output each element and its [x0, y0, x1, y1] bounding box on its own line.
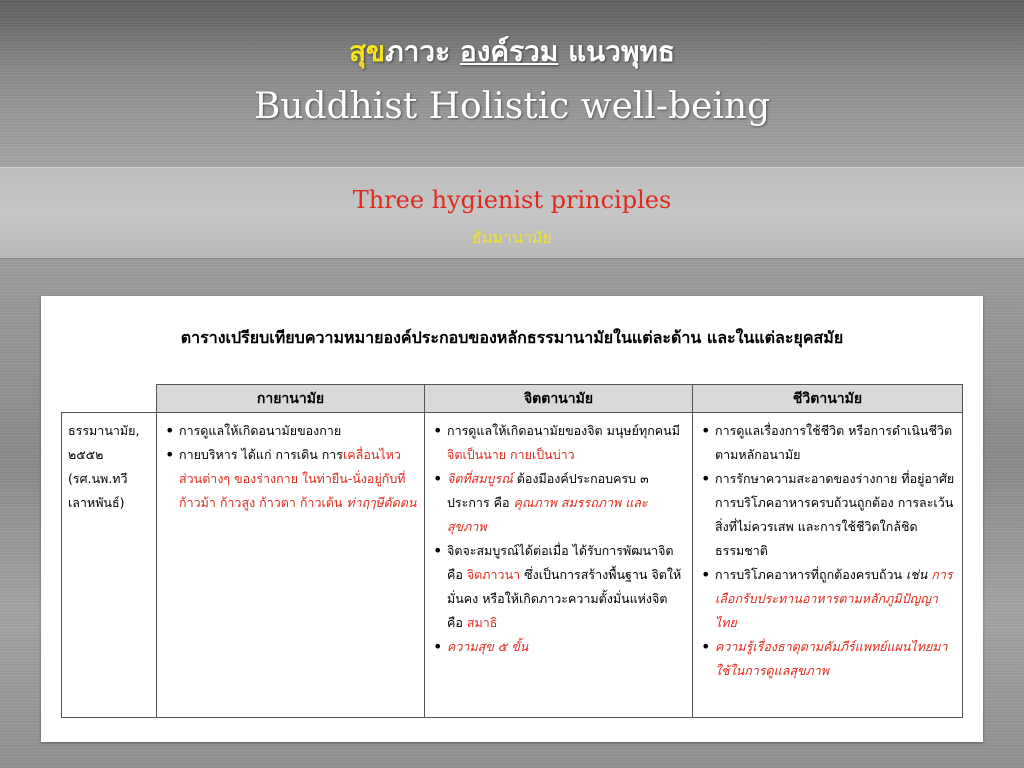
list-item: • จิตที่สมบูรณ์ ต้องมีองค์ประกอบครบ ๓ ประการ คือ คุณภาพ สมรรถภาพ และสุขภาพ [431, 467, 686, 539]
header-kaya: กายานามัย [157, 385, 425, 413]
title-part2: แนวพุทธ [568, 35, 676, 68]
title-highlight: สุข [348, 35, 386, 68]
comparison-table [61, 384, 963, 718]
header-chitta: จิตตานามัย [425, 385, 693, 413]
subtitle-band [0, 167, 1024, 259]
kaya-cell [157, 413, 425, 718]
title-part1: ภาวะ [385, 35, 451, 68]
list-item: • กายบริหาร ได้แก่ การเดิน การเคลื่อนไหวส่วนต่างๆ ของร่างกาย ในท่ายืน-นั่งอยู่กับที่ ก้าวม้า ก้าวสูง ก้าวตา ก้าวเต้น ท่าฤๅษีดัดตน [163, 443, 418, 515]
list-item: • ความรู้เรื่องธาตุตามคัมภีร์แพทย์แผนไทยมาใช้ในการดูแลสุขภาพ [699, 635, 956, 683]
table-header-row [62, 385, 963, 413]
list-item: • การดูแลให้เกิดอนามัยของจิต มนุษย์ทุกคนมีจิตเป็นนาย กายเป็นบ่าว [431, 419, 686, 467]
chitta-cell [425, 413, 693, 718]
list-item: • การดูแลให้เกิดอนามัยของกาย [163, 419, 418, 443]
header-blank-cell [62, 385, 157, 413]
table-title: ตารางเปรียบเทียบความหมายองค์ประกอบของหลักธรรมานามัยในแต่ละด้าน และในแต่ละยุคสมัย [180, 328, 844, 347]
chivita-cell [693, 413, 963, 718]
slide-title-thai [0, 30, 1024, 74]
header-chivita: ชีวิตานามัย [693, 385, 963, 413]
list-item: • ความสุข ๕ ขั้น [431, 635, 686, 659]
title-underlined: องค์รวม [459, 35, 559, 68]
list-item: • การบริโภคอาหารที่ถูกต้องครบถ้วน เช่น การเลือกรับประทานอาหารตามหลักภูมิปัญญาไทย [699, 563, 956, 635]
slide-title-english: Buddhist Holistic well-being [253, 86, 771, 127]
band-title-english: Three hygienist principles [352, 186, 672, 214]
row-source-cell: ธรรมานามัย, ๒๕๕๒ (รศ.นพ.ทวี เลาหพันธ์) [62, 413, 157, 718]
list-item: • การรักษาความสะอาดของร่างกาย ที่อยู่อาศัย การบริโภคอาหารครบถ้วนถูกต้อง การละเว้นสิ่งที่ไม่ควรเสพ และการใช้ชีวิตใกล้ชิดธรรมชาติ [699, 467, 956, 563]
band-title-thai: ธัมมานามัย [472, 228, 552, 247]
table-row [62, 413, 963, 718]
list-item: • จิตจะสมบูรณ์ได้ต่อเมื่อ ได้รับการพัฒนาจิต คือ จิตภาวนา ซึ่งเป็นการสร้างพื้นฐาน จิตให้มั่นคง หรือให้เกิดภาวะความตั้งมั่นแห่งจิต คือ สมาธิ [431, 539, 686, 635]
table-panel [41, 296, 983, 742]
list-item: • การดูแลเรื่องการใช้ชีวิต หรือการดำเนินชีวิตตามหลักอนามัย [699, 419, 956, 467]
